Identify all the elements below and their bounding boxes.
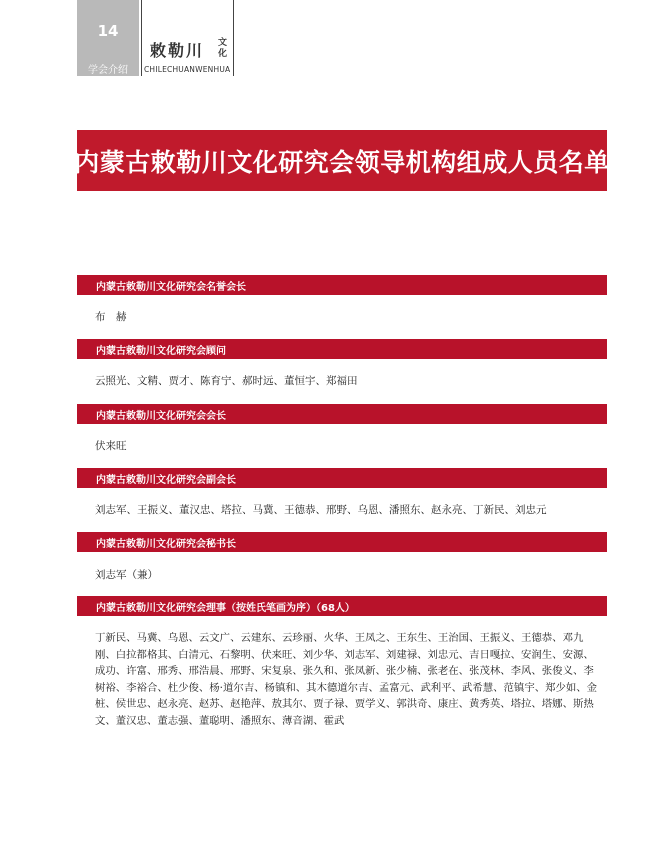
section-heading-label: 内蒙古敕勒川文化研究会名誉会长: [96, 282, 246, 293]
section-heading-label: 内蒙古敕勒川文化研究会顾问: [96, 346, 226, 357]
logo-calligraphy: 敕勒川: [150, 41, 205, 60]
section-heading-honorary-president: [77, 275, 607, 295]
page-number-block: [77, 0, 139, 76]
logo-english: CHILECHUANWENHUA: [144, 65, 231, 74]
logo-side-text: 文化: [218, 38, 228, 59]
section-heading-advisors: [77, 339, 607, 359]
section-body-president: 伏来旺: [95, 440, 127, 452]
section-heading-vice-presidents: [77, 468, 607, 488]
section-heading-label: 内蒙古敕勒川文化研究会理事（按姓氏笔画为序）（68人）: [96, 603, 355, 614]
section-heading-directors: [77, 596, 607, 616]
section-heading-label: 内蒙古敕勒川文化研究会秘书长: [96, 539, 236, 550]
section-heading-label: 内蒙古敕勒川文化研究会副会长: [96, 475, 236, 486]
section-body-honorary-president: 布 赫: [95, 311, 127, 323]
section-tag: 学会介绍: [88, 65, 128, 76]
page-number: 14: [97, 22, 119, 40]
section-heading-label: 内蒙古敕勒川文化研究会会长: [96, 411, 226, 422]
section-heading-president: [77, 404, 607, 424]
section-heading-secretary-general: [77, 532, 607, 552]
section-body-directors: 丁新民、马冀、乌恩、云文广、云建东、云珍丽、火华、王凤之、王东生、王治国、王振义、王德恭、邓九刚、白拉都格其、白清元、石黎明、伏来旺、刘少华、刘志军、刘建禄、刘忠元、吉日嘎拉、安润生、安源、成功、许富、邢秀、邢浩晨、邢野、宋复泉、张久和、张凤新、张少楠、张老在、张茂林、李风、张俊义、李树裕、李裕合、杜少俊、杨·道尔吉、杨镇和、其木德道尔吉、孟富元、武利平、武希慧、范镇宇、郑少如、金桩、侯世忠、赵永亮、赵苏、赵艳萍、敖其尔、贾子禄、贾学义、郭洪奇、康庄、黄秀英、塔拉、塔娜、斯热文、董汉忠、董志强、董聪明、潘照东、薄音湖、霍武: [95, 632, 598, 727]
magazine-logo: [141, 0, 234, 76]
section-body-secretary-general: 刘志军（兼）: [95, 569, 158, 581]
page-title: 内蒙古敕勒川文化研究会领导机构组成人员名单: [74, 147, 610, 177]
section-body-vice-presidents: 刘志军、王振义、董汉忠、塔拉、马冀、王德恭、邢野、乌恩、潘照东、赵永亮、丁新民、刘忠元: [95, 504, 547, 516]
section-body-advisors: 云照光、文精、贾才、陈育宁、郝时远、董恒宇、郑福田: [95, 375, 358, 387]
title-banner: [74, 130, 610, 191]
